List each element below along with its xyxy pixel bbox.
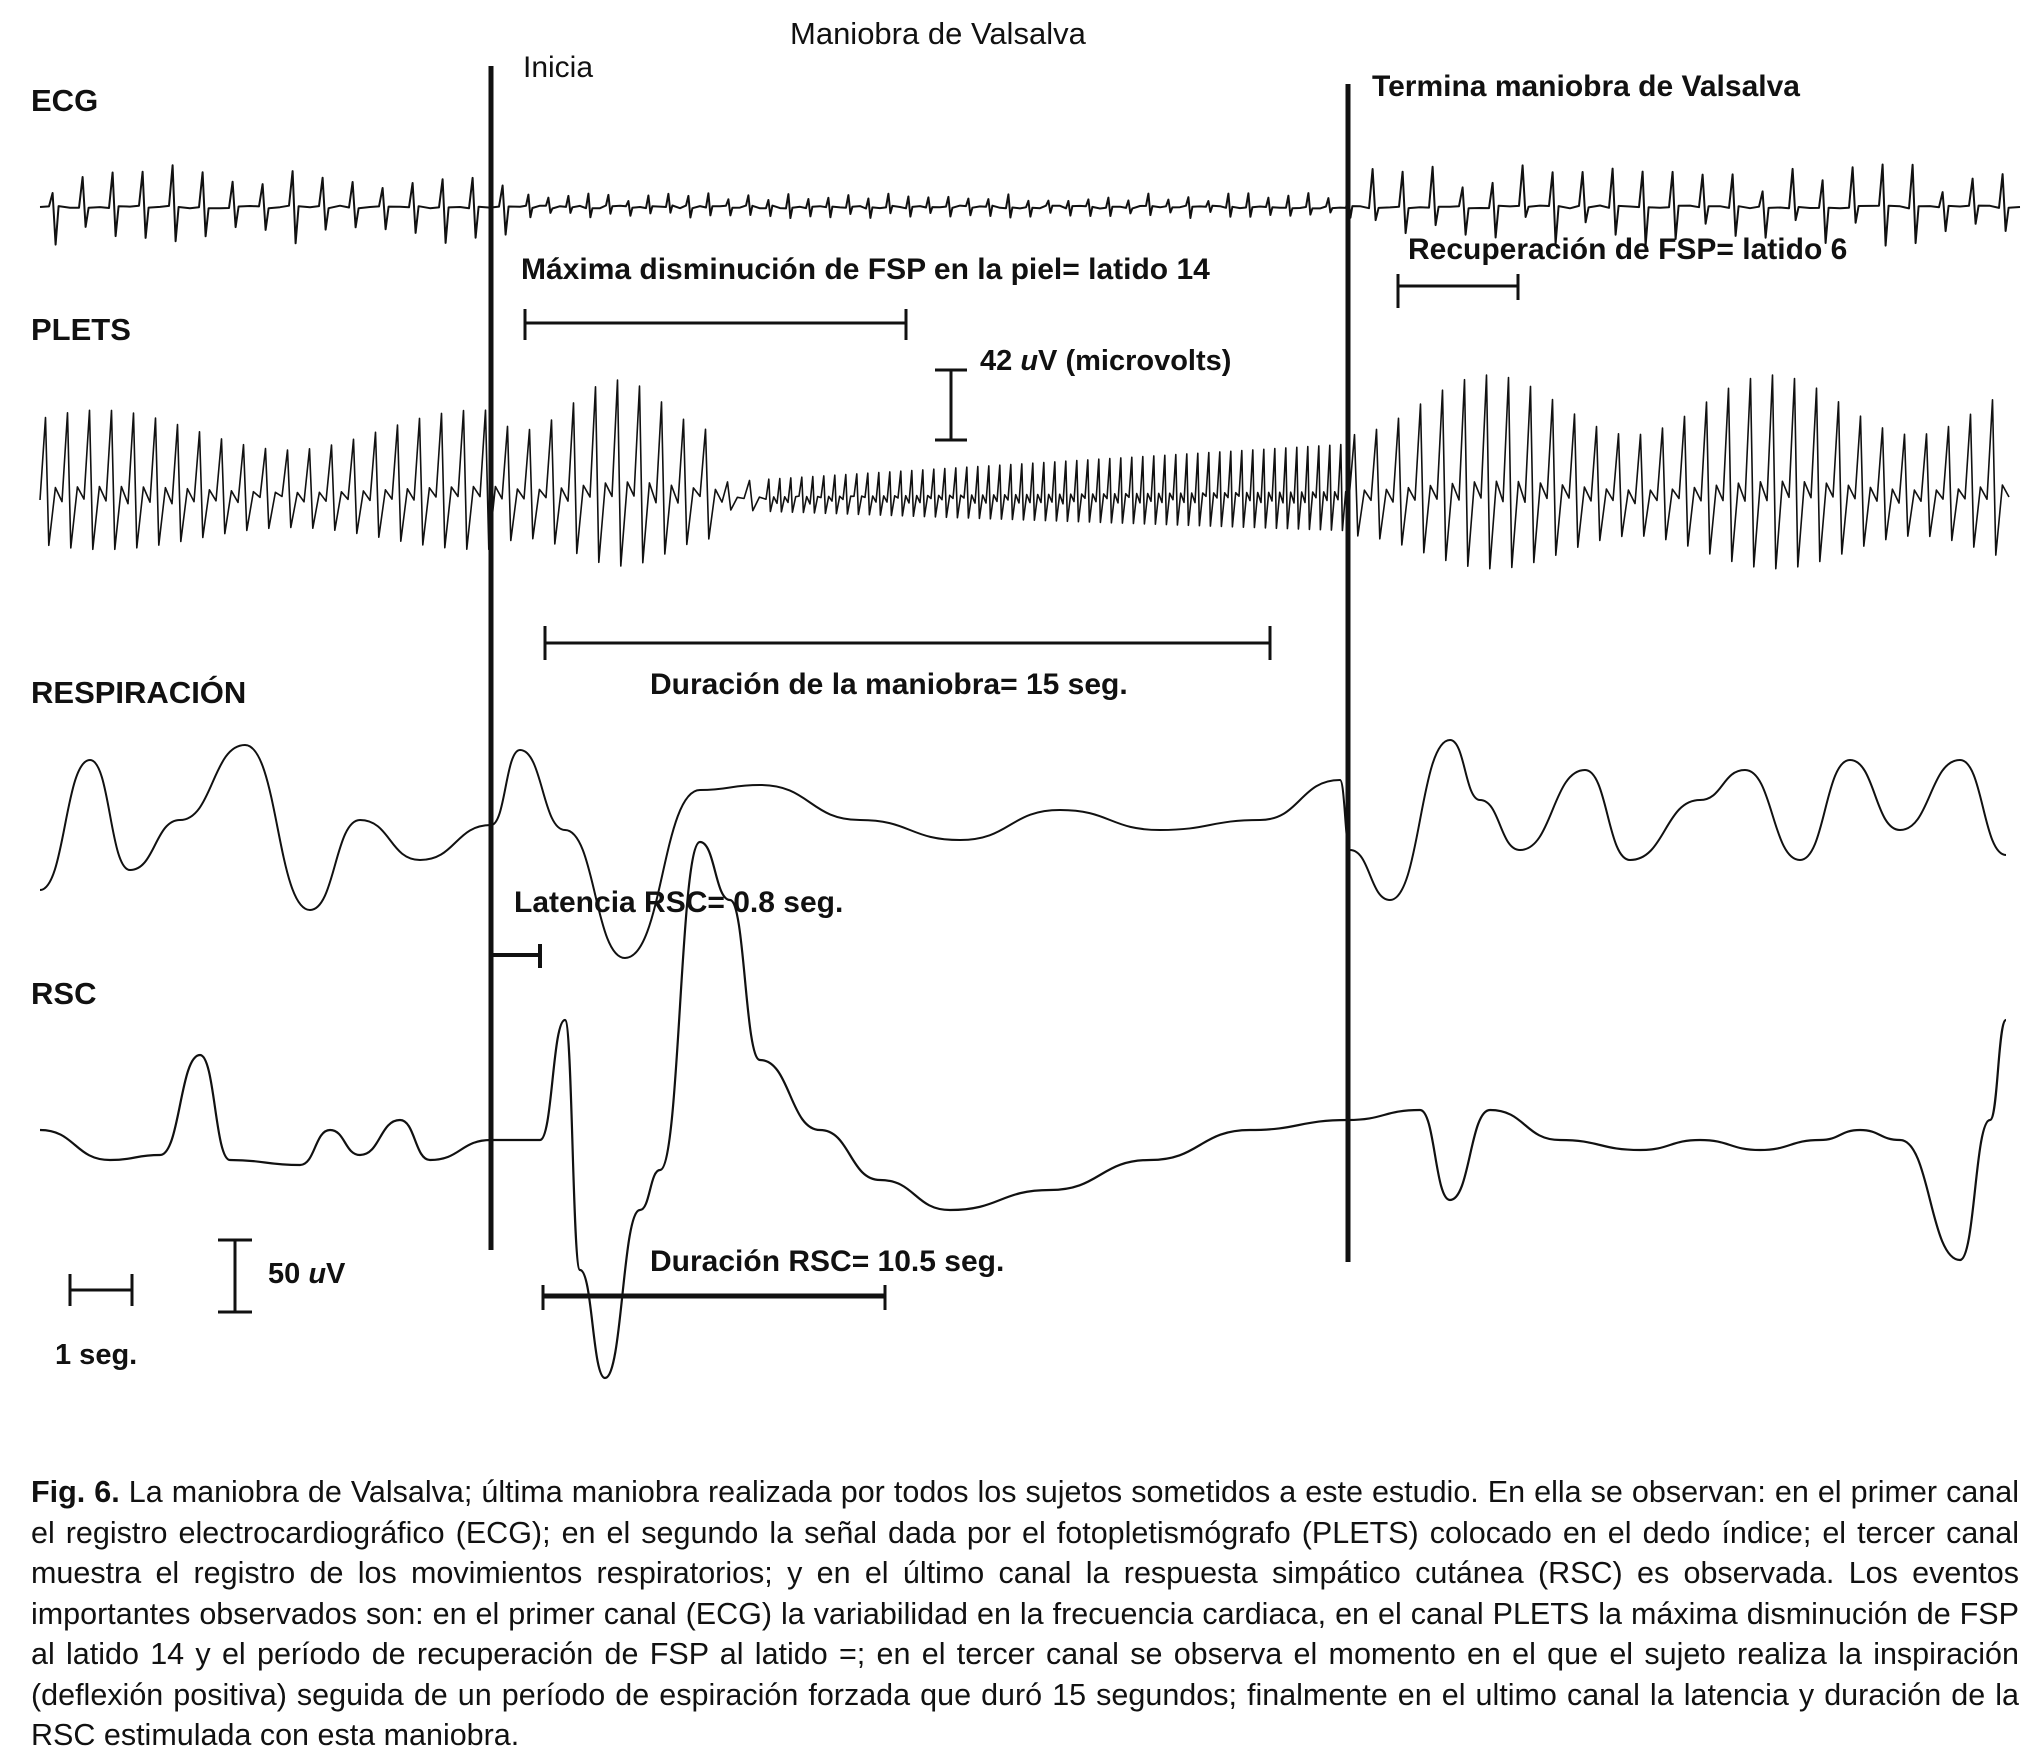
time-scale-bar bbox=[70, 1274, 132, 1306]
end-event-label: Termina maniobra de Valsalva bbox=[1372, 70, 1800, 103]
channel-label-plets: PLETS bbox=[31, 312, 131, 347]
recovery-label: Recuperación de FSP= latido 6 bbox=[1408, 233, 1848, 266]
figure-caption bbox=[31, 1472, 2019, 1756]
channel-label-rsc: RSC bbox=[31, 976, 97, 1011]
time-scale-label: 1 seg. bbox=[55, 1339, 138, 1371]
channel-label-ecg: ECG bbox=[31, 83, 99, 118]
rsc-trace bbox=[40, 842, 2006, 1378]
max-decrease-label: Máxima disminución de FSP en la piel= latido 14 bbox=[521, 253, 1210, 286]
latency-bracket bbox=[491, 944, 540, 968]
caption-text: La maniobra de Valsalva; última maniobra realizada por todos los sujetos sometidos a este estudio. En ella se observan: en el primer canal el registro electrocardiográfico (ECG); en el segundo la señal dada por el fotopletismógrafo (PLETS) colocado en el dedo índice; el tercer canal muestra el registro de los movimientos respiratorios; y en el último canal la respuesta simpático cutánea (RSC) es observada. Los eventos importantes observados son: en el primer canal (ECG) la variabilidad en la frecuencia cardiaca, en el canal PLETS la máxima disminución de FSP al latido 14 y el período de recuperación de FSP al latido =; en el tercer canal se observa el momento en el que el sujeto realiza la inspiración (deflexión positiva) seguida de un período de espiración forzada que duró 15 segundos; finalmente en el ultimo canal la latencia y duración de la RSC estimulada con esta maniobra. bbox=[31, 1475, 2019, 1752]
plets-amplitude-scale-bar bbox=[935, 370, 967, 440]
rsc-duration-label: Duración RSC= 10.5 seg. bbox=[650, 1245, 1005, 1278]
rsc-duration-bracket bbox=[543, 1285, 885, 1310]
rsc-amplitude-scale-bar bbox=[218, 1240, 252, 1312]
figure-title: Maniobra de Valsalva bbox=[790, 16, 1086, 51]
recovery-bracket bbox=[1398, 274, 1518, 308]
plets-trace bbox=[40, 375, 2009, 569]
channel-label-respiracion: RESPIRACIÓN bbox=[31, 675, 247, 710]
caption-label: Fig. 6. bbox=[31, 1475, 120, 1509]
maneuver-duration-bracket bbox=[545, 626, 1270, 660]
latency-label: Latencia RSC= 0.8 seg. bbox=[514, 886, 844, 919]
plets-scale-label: 42 uV (microvolts) bbox=[980, 345, 1232, 377]
maneuver-duration-label: Duración de la maniobra= 15 seg. bbox=[650, 668, 1128, 701]
start-event-label: Inicia bbox=[523, 51, 594, 84]
max-decrease-bracket bbox=[525, 309, 906, 340]
respiration-trace bbox=[40, 740, 2006, 958]
amplitude-scale-label: 50 uV bbox=[268, 1258, 346, 1290]
